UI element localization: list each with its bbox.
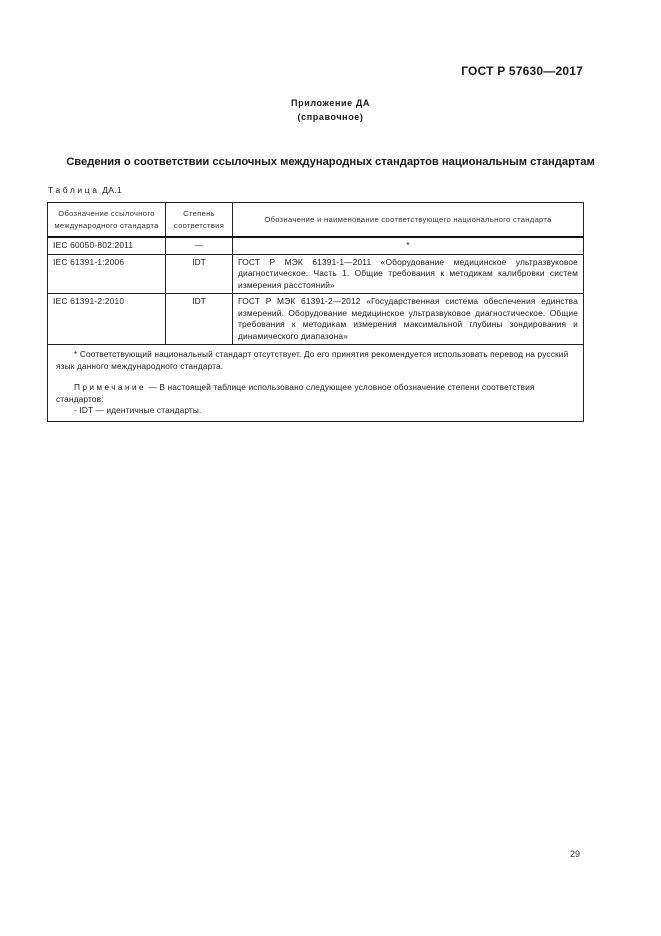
note-text: — В настоящей таблице использовано следующее условное обозначение степени соответствия стандартов: (56, 382, 535, 404)
table-row (48, 237, 584, 254)
appendix-heading (0, 96, 661, 124)
cell-international: IEC 61391-1:2006 (48, 254, 166, 294)
cell-international: IEC 60050-802:2011 (48, 237, 166, 254)
table-row (48, 294, 584, 345)
column-header-degree: Степень соответствия (166, 203, 233, 238)
cell-national: ГОСТ Р МЭК 61391-1—2011 «Оборудование медицинское ультразвуковое диагностическое. Часть 1. Общие требования к методикам калибровки систем измерения расстояний» (233, 254, 584, 294)
cell-national: ГОСТ Р МЭК 61391-2—2012 «Государственная система обеспечения единства измерений. Оборудование медицинское ультразвуковое диагностическое. Общие требования к методикам измерения максимальной глубины зондирования и динамического диапазона» (233, 294, 584, 345)
table-caption-number: ДА.1 (102, 185, 122, 195)
document-id: ГОСТ Р 57630—2017 (461, 64, 583, 78)
appendix-subtitle: (справочное) (297, 112, 364, 122)
footnote: * Соответствующий национальный стандарт отсутствует. До его принятия рекомендуется использовать перевод на русский язык данного международного стандарта. (56, 349, 569, 371)
column-header-international: Обозначение ссылочного международного стандарта (48, 203, 166, 238)
cell-degree: — (166, 237, 233, 254)
note-label: Примечание (74, 382, 147, 392)
table-row (48, 254, 584, 294)
column-header-national: Обозначение и наименование соответствующего национального стандарта (233, 203, 584, 238)
section-title: Сведения о соответствии ссылочных международных стандартов национальным стандартам (66, 156, 595, 168)
correspondence-table (47, 202, 584, 422)
page-number: 29 (570, 849, 581, 859)
cell-national: * (233, 237, 584, 254)
cell-degree: IDT (166, 254, 233, 294)
table-caption-word: Таблица (48, 185, 100, 195)
cell-international: IEC 61391-2:2010 (48, 294, 166, 345)
table-header-row (48, 203, 584, 238)
note (56, 382, 575, 405)
table-footer-row (48, 345, 584, 422)
cell-degree: IDT (166, 294, 233, 345)
note-item: - IDT — идентичные стандарты. (74, 405, 202, 415)
table-caption (48, 185, 122, 195)
appendix-title: Приложение ДА (291, 98, 370, 108)
table-notes (48, 345, 584, 422)
